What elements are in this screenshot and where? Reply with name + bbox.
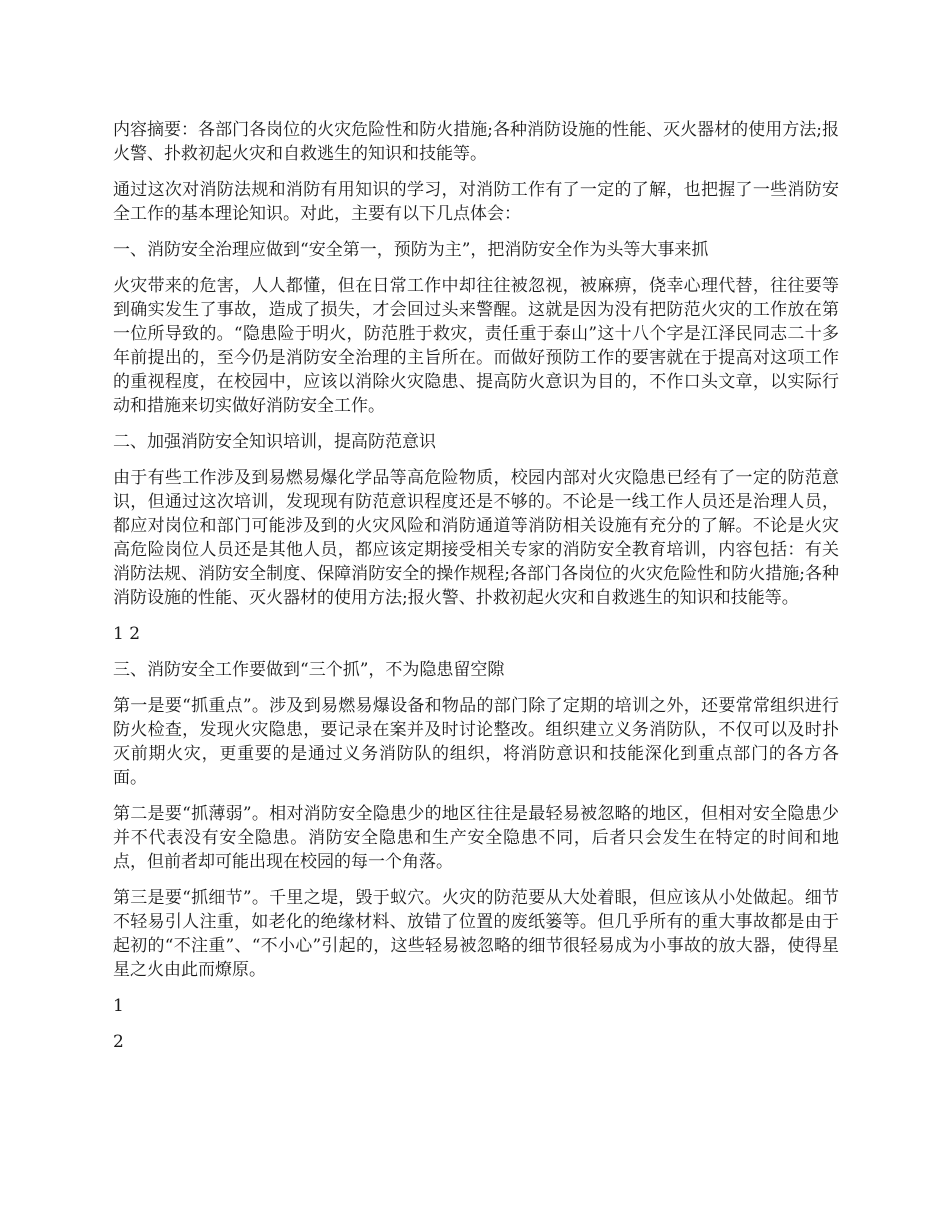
section-heading-3: 三、消防安全工作要做到“三个抓”，不为隐患留空隙 (113, 660, 505, 680)
page-number-1: 1 (113, 996, 124, 1016)
section-heading-1: 一、消防安全治理应做到“安全第一，预防为主”，把消防安全作为头等大事来抓 (113, 240, 709, 260)
summary-paragraph: 内容摘要：各部门各岗位的火灾危险性和防火措施;各种消防设施的性能、灭火器材的使用方法;报火警、扑救初起火灾和自救逃生的知识和技能等。 (113, 120, 839, 164)
point-2-paragraph: 第二是要“抓薄弱”。相对消防安全隐患少的地区往往是最轻易被忽略的地区，但相对安全隐患少并不代表没有安全隐患。消防安全隐患和生产安全隐患不同，后者只会发生在特定的时间和地点，但前者却可能出现在校园的每一个角落。 (113, 804, 839, 872)
page-numbers: 1 2 (113, 624, 141, 644)
page-number-2: 2 (113, 1032, 124, 1052)
document-page (113, 118, 839, 1066)
point-3-paragraph: 第三是要“抓细节”。千里之堤，毁于蚁穴。火灾的防范要从大处着眼，但应该从小处做起。细节不轻易引人注重，如老化的绝缘材料、放错了位置的废纸篓等。但几乎所有的重大事故都是由于起初的“不注重”、“不小心”引起的，这些轻易被忽略的细节很轻易成为小事故的放大器，使得星星之火由此而燎原。 (113, 888, 839, 980)
section-1-paragraph: 火灾带来的危害，人人都懂，但在日常工作中却往往被忽视，被麻痹，侥幸心理代替，往往要等到确实发生了事故，造成了损失，才会回过头来警醒。这就是因为没有把防范火灾的工作放在第一位所导致的。“隐患险于明火，防范胜于救灾，责任重于泰山”这十八个字是江泽民同志二十多年前提出的，至今仍是消防安全治理的主旨所在。而做好预防工作的要害就在于提高对这项工作的重视程度，在校园中，应该以消除火灾隐患、提高防火意识为目的，不作口头文章，以实际行动和措施来切实做好消防安全工作。 (113, 276, 839, 416)
intro-paragraph: 通过这次对消防法规和消防有用知识的学习，对消防工作有了一定的了解，也把握了一些消防安全工作的基本理论知识。对此，主要有以下几点体会： (113, 180, 839, 224)
section-heading-2: 二、加强消防安全知识培训，提高防范意识 (113, 432, 436, 452)
section-2-paragraph: 由于有些工作涉及到易燃易爆化学品等高危险物质，校园内部对火灾隐患已经有了一定的防范意识，但通过这次培训，发现现有防范意识程度还是不够的。不论是一线工作人员还是治理人员，都应对岗位和部门可能涉及到的火灾风险和消防通道等消防相关设施有充分的了解。不论是火灾高危险岗位人员还是其他人员，都应该定期接受相关专家的消防安全教育培训，内容包括：有关消防法规、消防安全制度、保障消防安全的操作规程;各部门各岗位的火灾危险性和防火措施;各种消防设施的性能、灭火器材的使用方法;报火警、扑救初起火灾和自救逃生的知识和技能等。 (113, 468, 839, 608)
point-1-paragraph: 第一是要“抓重点”。涉及到易燃易爆设备和物品的部门除了定期的培训之外，还要常常组织进行防火检查，发现火灾隐患，要记录在案并及时讨论整改。组织建立义务消防队，不仅可以及时扑灭前期火灾，更重要的是通过义务消防队的组织，将消防意识和技能深化到重点部门的各方各面。 (113, 696, 839, 788)
